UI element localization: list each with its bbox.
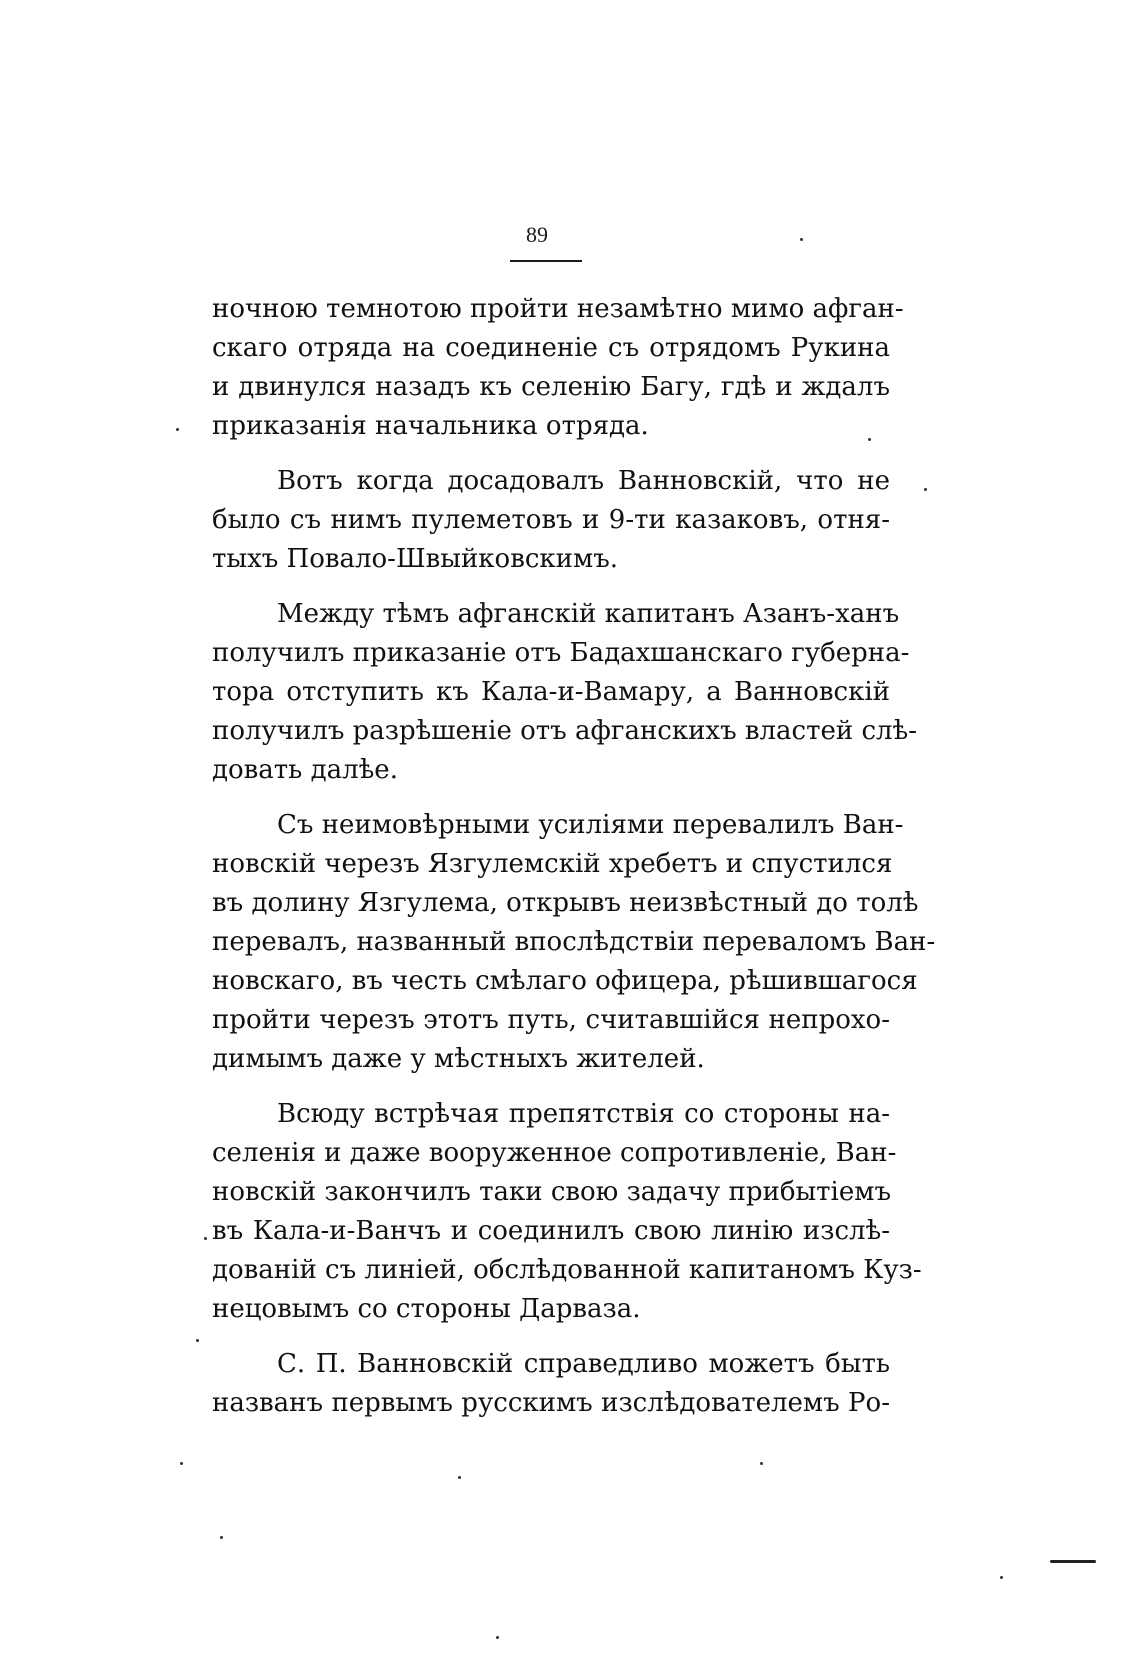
paragraph-2 [212,462,890,579]
text-line: селенія и даже вооруженное сопротивленіе, Ван- [212,1138,897,1168]
text-line: перевалъ, названный впослѣдствіи переваломъ Ван- [212,927,936,957]
scan-speck [176,428,179,431]
page-number-rule [510,260,582,262]
scan-speck [760,1462,763,1465]
scan-speck [204,1237,207,1240]
text-line: получилъ разрѣшеніе отъ афганскихъ властей слѣ- [212,716,918,746]
text-line: Между тѣмъ афганскій капитанъ Азанъ-ханъ [277,599,900,629]
scan-mark [1050,1560,1096,1563]
text-line: тора отступить къ Кала-и-Вамару, а Ванновскій [212,677,890,707]
scan-speck [496,1636,499,1639]
text-line: Вотъ когда досадовалъ Ванновскій, что не [277,466,890,496]
scan-speck [800,238,803,241]
text-line: С. П. Ванновскій справедливо можетъ быть [277,1349,890,1379]
text-line: получилъ приказаніе отъ Бадахшанскаго губерна- [212,638,910,668]
text-line: пройти черезъ этотъ путь, считавшійся непрохо- [212,1005,890,1035]
text-line: въ Кала-и-Ванчъ и соединилъ свою линію изслѣ- [212,1216,890,1246]
scan-speck [458,1476,461,1479]
text-line: тыхъ Повало-Швыйковскимъ. [212,544,619,574]
paragraph-4 [212,806,936,1079]
text-line: новскаго, въ честь смѣлаго офицера, рѣшившагося [212,966,918,996]
scan-speck [924,488,927,491]
scan-speck [180,1462,183,1465]
paragraph-3 [212,595,918,790]
text-line: новскій закончилъ таки свою задачу прибытіемъ [212,1177,892,1207]
page-number: 89 [526,222,548,247]
text-line: было съ нимъ пулеметовъ и 9-ти казаковъ, отня- [212,505,890,535]
text-line: въ долину Язгулема, открывъ неизвѣстный до толѣ [212,888,919,918]
scan-speck [868,438,871,441]
text-line: нецовымъ со стороны Дарваза. [212,1294,641,1324]
text-line: приказанія начальника отряда. [212,411,649,441]
text-line: скаго отряда на соединеніе съ отрядомъ Рукина [212,333,890,363]
paragraph-1 [212,290,904,446]
text-line: новскій черезъ Язгулемскій хребетъ и спустился [212,849,893,879]
text-line: Всюду встрѣчая препятствія со стороны на- [277,1099,890,1129]
scan-speck [196,1339,199,1342]
text-line: Съ неимовѣрными усиліями перевалилъ Ван- [277,810,904,840]
text-line: дованій съ линіей, обслѣдованной капитаномъ Куз- [212,1255,922,1285]
body-text [212,290,936,1423]
paragraph-5 [212,1095,922,1329]
scan-speck [220,1536,223,1539]
text-line: названъ первымъ русскимъ изслѣдователемъ Ро- [212,1388,890,1418]
text-line: и двинулся назадъ къ селенію Багу, гдѣ и ждалъ [212,372,890,402]
scan-speck [1000,1576,1003,1579]
text-line: димымъ даже у мѣстныхъ жителей. [212,1044,705,1074]
paragraph-6 [212,1345,890,1423]
text-line: довать далѣе. [212,755,398,785]
text-line: ночною темнотою пройти незамѣтно мимо афган- [212,294,904,324]
